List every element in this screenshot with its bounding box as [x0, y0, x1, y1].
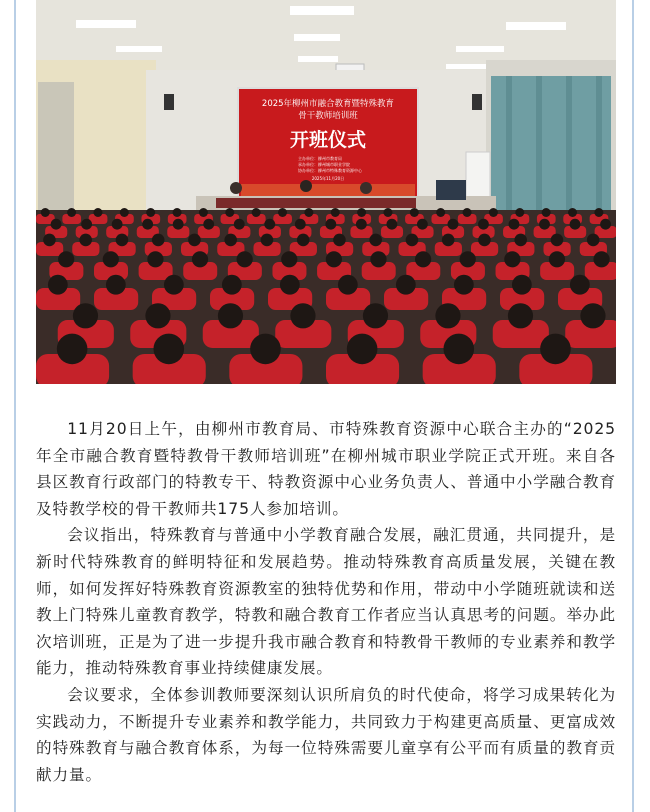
audience-head [79, 234, 92, 247]
audience-head [331, 208, 340, 217]
audience-head [116, 234, 129, 247]
audience-head [333, 234, 346, 247]
audience-head [347, 334, 378, 365]
audience-head [325, 219, 336, 230]
audience-head [454, 275, 474, 295]
audience-head [369, 234, 382, 247]
audience-head [41, 208, 50, 217]
audience-head [356, 219, 367, 230]
audience-head [225, 208, 234, 217]
audience-head [164, 275, 184, 295]
audience-head [386, 219, 397, 230]
audience-head [580, 303, 605, 328]
banner-date: 2025年11月20日 [311, 176, 345, 181]
audience-head [106, 275, 126, 295]
audience-head [338, 275, 358, 295]
audience-head [250, 334, 281, 365]
banner-title-line1: 2025年柳州市融合教育暨特殊教育 [261, 99, 395, 109]
audience-head [222, 275, 242, 295]
audience-head [278, 208, 287, 217]
audience-head [508, 303, 533, 328]
audience-head [443, 334, 474, 365]
audience-head [264, 219, 275, 230]
audience-head [297, 234, 310, 247]
audience-head [203, 219, 214, 230]
audience-head [370, 251, 386, 267]
audience-head [436, 208, 445, 217]
audience-head [173, 208, 182, 217]
banner-undertaker: 承办单位：柳州城市职业学院 [298, 162, 350, 167]
audience-head [145, 303, 170, 328]
audience-head [48, 275, 68, 295]
audience-head [594, 208, 603, 217]
audience-head [460, 251, 476, 267]
audience-head [593, 251, 609, 267]
audience-head [489, 208, 498, 217]
audience-head [120, 208, 129, 217]
banner-main-title: 开班仪式 [289, 129, 367, 151]
audience-head [478, 219, 489, 230]
audience-head [192, 251, 208, 267]
audience-head [549, 251, 565, 267]
audience-head [146, 208, 155, 217]
audience-head [112, 219, 123, 230]
audience-head [234, 219, 245, 230]
audience-head [153, 334, 184, 365]
article-paragraph: 会议指出，特殊教育与普通中小学教育融合发展，融汇贯通，共同提升，是新时代特殊教育的鲜明特征和发展趋势。推动特殊教育高质量发展，关键在教师，如何发挥好特殊教育资源教室的独特优势和作用，带动中小学随班就读和送教上门特殊儿童教育教学，特教和融合教育工作者应当认真思考的问题。举办此次培训班，正是为了进一步提升我市融合教育和特教骨干教师的专业素养和教学能力，推动特殊教育事业持续健康发展。 [36, 526, 616, 678]
audience-head [58, 251, 74, 267]
audience-head [290, 303, 315, 328]
audience-head [478, 234, 491, 247]
audience-head [142, 219, 153, 230]
audience-head [357, 208, 366, 217]
audience-head [147, 251, 163, 267]
audience-head [396, 275, 416, 295]
audience-head [568, 208, 577, 217]
banner-organizer: 主办单位：柳州市教育局 [298, 156, 342, 161]
audience-head [504, 251, 520, 267]
audience-head [540, 334, 571, 365]
audience-head [152, 234, 165, 247]
audience-head [93, 208, 102, 217]
audience-head [509, 219, 520, 230]
audience-head [199, 208, 208, 217]
audience-head [173, 219, 184, 230]
audience-head [415, 251, 431, 267]
audience-head [73, 303, 98, 328]
audience-head [281, 251, 297, 267]
audience-head [224, 234, 237, 247]
audience-head [67, 208, 76, 217]
audience-head [448, 219, 459, 230]
audience-head [295, 219, 306, 230]
audience-head [188, 234, 201, 247]
event-photo [36, 0, 616, 384]
audience-head [600, 219, 611, 230]
audience-head [551, 234, 564, 247]
audience-head [542, 208, 551, 217]
audience-head [261, 234, 274, 247]
audience-head [252, 208, 261, 217]
audience-head [363, 303, 388, 328]
audience-head [237, 251, 253, 267]
audience-head [406, 234, 419, 247]
audience-head [218, 303, 243, 328]
audience-head [410, 208, 419, 217]
audience-head [326, 251, 342, 267]
audience-head [57, 334, 88, 365]
audience-head [103, 251, 119, 267]
audience-head [383, 208, 392, 217]
audience-head [417, 219, 428, 230]
audience-head [515, 208, 524, 217]
audience-head [51, 219, 62, 230]
audience-head [587, 234, 600, 247]
audience-head [512, 275, 532, 295]
audience-head [43, 234, 56, 247]
audience-head [570, 219, 581, 230]
audience-head [280, 275, 300, 295]
audience-head [514, 234, 527, 247]
audience-head [463, 208, 472, 217]
article-body [36, 416, 616, 788]
banner-co-organizer: 协办单位：柳州市特殊教育资源中心 [298, 168, 362, 173]
audience-head [304, 208, 313, 217]
audience-head [435, 303, 460, 328]
audience-head [570, 275, 590, 295]
audience-head [442, 234, 455, 247]
banner-title-line2: 骨干教师培训班 [298, 111, 358, 121]
article-paragraph: 11月20日上午，由柳州市教育局、市特殊教育资源中心联合主办的“2025年全市融合教育暨特教骨干教师培训班”在柳州城市职业学院正式开班。来自各县区教育行政部门的特教专干、特教资源中心业务负责人、普通中小学融合教育及特教学校的骨干教师共175人参加培训。 [36, 420, 616, 518]
audience-head [81, 219, 92, 230]
article-paragraph: 会议要求，全体参训教师要深刻认识所肩负的时代使命，将学习成果转化为实践动力，不断提升专业素养和教学能力，共同致力于构建更高质量、更富成效的特殊教育与融合教育体系，为每一位特殊需要儿童享有公平而有质量的教育贡献力量。 [36, 685, 616, 784]
audience-head [539, 219, 550, 230]
